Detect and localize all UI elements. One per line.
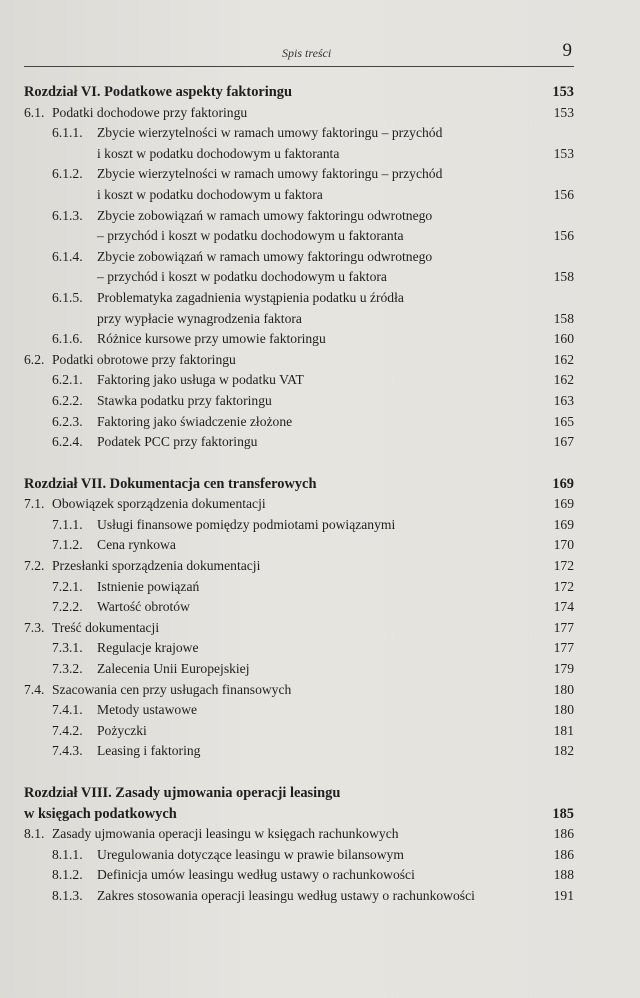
subsection-number: 7.1.1. (52, 516, 83, 532)
subsection-title: Stawka podatku przy faktoringu (97, 392, 272, 408)
subsection-title: – przychód i koszt w podatku dochodowym u faktora (97, 269, 387, 285)
subsection-entry (24, 412, 574, 433)
section-number: 6.2. (24, 351, 45, 367)
subsection-entry (24, 391, 574, 412)
subsection-entry (24, 144, 574, 165)
page-number: 180 (553, 702, 574, 718)
subsection-entry (24, 638, 574, 659)
page-number: 172 (553, 558, 574, 574)
section-number: 7.4. (24, 681, 45, 697)
section-entry (24, 556, 574, 577)
section-title: Obowiązek sporządzenia dokumentacji (52, 496, 266, 512)
subsection-title: i koszt w podatku dochodowym u faktoranta (97, 145, 340, 161)
section-title: Treść dokumentacji (52, 619, 160, 635)
subsection-number: 6.1.3. (52, 207, 83, 223)
subsection-title: Zalecenia Unii Europejskiej (97, 661, 250, 677)
subsection-entry (24, 226, 574, 247)
subsection-title: Problematyka zagadnienia wystąpienia podatku u źródła (97, 289, 404, 305)
subsection-title: Różnice kursowe przy umowie faktoringu (97, 331, 326, 347)
subsection-entry (24, 123, 574, 144)
subsection-title: Faktoring jako świadczenie złożone (97, 413, 293, 429)
page-number: 160 (553, 331, 574, 347)
subsection-entry (24, 865, 574, 886)
header-title: Spis treści (282, 46, 332, 60)
subsection-number: 6.1.1. (52, 125, 83, 141)
subsection-number: 6.2.2. (52, 392, 83, 408)
section-title: Szacowania cen przy usługach finansowych (52, 681, 292, 697)
subsection-number: 6.2.1. (52, 372, 83, 388)
page-number: 162 (553, 351, 574, 367)
subsection-entry (24, 370, 574, 391)
subsection-title: Zbycie wierzytelności w ramach umowy faktoringu – przychód (97, 125, 443, 141)
subsection-title: Cena rynkowa (97, 537, 176, 553)
subsection-entry (24, 206, 574, 227)
section-title: Podatki obrotowe przy faktoringu (52, 351, 236, 367)
subsection-number: 6.2.4. (52, 434, 83, 450)
page-number: 158 (553, 269, 574, 285)
header-page-number: 9 (562, 40, 572, 61)
section-number: 8.1. (24, 826, 45, 842)
subsection-number: 7.3.2. (52, 661, 83, 677)
subsection-title: Zbycie wierzytelności w ramach umowy faktoringu – przychód (97, 166, 443, 182)
subsection-title: Faktoring jako usługa w podatku VAT (97, 372, 304, 388)
page-number: 156 (553, 228, 574, 244)
subsection-number: 6.1.4. (52, 248, 83, 264)
subsection-title: Istnienie powiązań (97, 578, 200, 594)
page-number: 186 (553, 826, 574, 842)
subsection-number: 7.1.2. (52, 537, 83, 553)
page-number: 188 (553, 867, 574, 883)
chapter-heading (24, 474, 574, 495)
section-entry (24, 680, 574, 701)
section-title: Zasady ujmowania operacji leasingu w księgach rachunkowych (52, 826, 399, 842)
chapter-heading (24, 82, 574, 103)
subsection-title: Regulacje krajowe (97, 640, 199, 656)
section-title: Przesłanki sporządzenia dokumentacji (52, 558, 261, 574)
subsection-entry (24, 700, 574, 721)
section-title: Podatki dochodowe przy faktoringu (52, 104, 248, 120)
subsection-entry (24, 721, 574, 742)
chapter-title: Rozdział VIII. Zasady ujmowania operacji leasingu (24, 785, 341, 801)
page-number: 186 (553, 846, 574, 862)
page-number: 165 (553, 413, 574, 429)
subsection-number: 6.1.2. (52, 166, 83, 182)
subsection-number: 7.2.2. (52, 599, 83, 615)
section-entry (24, 103, 574, 124)
subsection-title: Wartość obrotów (97, 599, 190, 615)
subsection-number: 7.4.2. (52, 722, 83, 738)
chapter-title: Rozdział VII. Dokumentacja cen transferowych (24, 475, 317, 492)
subsection-entry (24, 515, 574, 536)
page-number: 158 (553, 310, 574, 326)
chapter-heading (24, 783, 574, 804)
subsection-number: 7.3.1. (52, 640, 83, 656)
subsection-entry (24, 577, 574, 598)
page-number: 169 (552, 475, 574, 492)
subsection-title: Zbycie zobowiązań w ramach umowy faktoringu odwrotnego (97, 207, 433, 223)
page-number: 174 (553, 599, 574, 615)
subsection-entry (24, 659, 574, 680)
page-number: 156 (553, 186, 574, 202)
subsection-entry (24, 309, 574, 330)
subsection-title: Pożyczki (97, 722, 147, 738)
section-entry (24, 824, 574, 845)
page-number: 153 (553, 104, 574, 120)
page-number: 153 (552, 84, 574, 100)
page-number: 169 (553, 516, 574, 532)
subsection-entry (24, 535, 574, 556)
subsection-number: 8.1.2. (52, 867, 83, 883)
section-number: 6.1. (24, 104, 45, 120)
subsection-title: Metody ustawowe (97, 702, 198, 718)
page-number: 172 (553, 578, 574, 594)
subsection-number: 8.1.3. (52, 887, 83, 903)
subsection-number: 6.1.6. (52, 331, 83, 347)
subsection-entry (24, 886, 574, 907)
section-number: 7.2. (24, 558, 45, 574)
running-header (24, 38, 574, 67)
subsection-title: Zbycie zobowiązań w ramach umowy faktoringu odwrotnego (97, 248, 433, 264)
subsection-entry (24, 247, 574, 268)
subsection-title: i koszt w podatku dochodowym u faktora (97, 186, 323, 202)
page-number: 162 (553, 372, 574, 388)
chapter-title: w księgach podatkowych (24, 805, 177, 822)
subsection-entry (24, 741, 574, 762)
page-number: 163 (553, 392, 574, 408)
subsection-entry (24, 845, 574, 866)
subsection-title: Definicja umów leasingu według ustawy o rachunkowości (97, 867, 415, 883)
subsection-title: Zakres stosowania operacji leasingu według ustawy o rachunkowości (97, 887, 475, 903)
page-number: 169 (553, 496, 574, 512)
subsection-number: 8.1.1. (52, 846, 83, 862)
chapter-heading (24, 804, 574, 825)
page-number: 181 (553, 722, 574, 738)
subsection-title: przy wypłacie wynagrodzenia faktora (97, 310, 302, 326)
subsection-title: – przychód i koszt w podatku dochodowym u faktoranta (97, 228, 404, 244)
subsection-entry (24, 164, 574, 185)
subsection-entry (24, 329, 574, 350)
section-number: 7.3. (24, 619, 45, 635)
table-of-contents (24, 82, 574, 907)
subsection-title: Leasing i faktoring (97, 743, 201, 759)
subsection-number: 7.4.1. (52, 702, 83, 718)
chapter-title: Rozdział VI. Podatkowe aspekty faktoringu (24, 84, 292, 100)
subsection-title: Usługi finansowe pomiędzy podmiotami powiązanymi (97, 516, 396, 532)
subsection-entry (24, 185, 574, 206)
page-number: 177 (553, 619, 574, 635)
page-number: 179 (553, 661, 574, 677)
subsection-entry (24, 597, 574, 618)
page-number: 170 (553, 537, 574, 553)
subsection-number: 7.2.1. (52, 578, 83, 594)
subsection-number: 6.2.3. (52, 413, 83, 429)
section-entry (24, 350, 574, 371)
subsection-title: Podatek PCC przy faktoringu (97, 434, 258, 450)
section-number: 7.1. (24, 496, 45, 512)
subsection-entry (24, 267, 574, 288)
subsection-number: 7.4.3. (52, 743, 83, 759)
page-number: 185 (552, 805, 574, 822)
section-entry (24, 618, 574, 639)
page-number: 153 (553, 145, 574, 161)
page-number: 180 (553, 681, 574, 697)
page-number: 177 (553, 640, 574, 656)
subsection-entry (24, 288, 574, 309)
subsection-number: 6.1.5. (52, 289, 83, 305)
page-number: 167 (553, 434, 574, 450)
section-entry (24, 494, 574, 515)
page-number: 182 (553, 743, 574, 759)
subsection-entry (24, 432, 574, 453)
page-number: 191 (553, 887, 574, 903)
subsection-title: Uregulowania dotyczące leasingu w prawie bilansowym (97, 846, 404, 862)
